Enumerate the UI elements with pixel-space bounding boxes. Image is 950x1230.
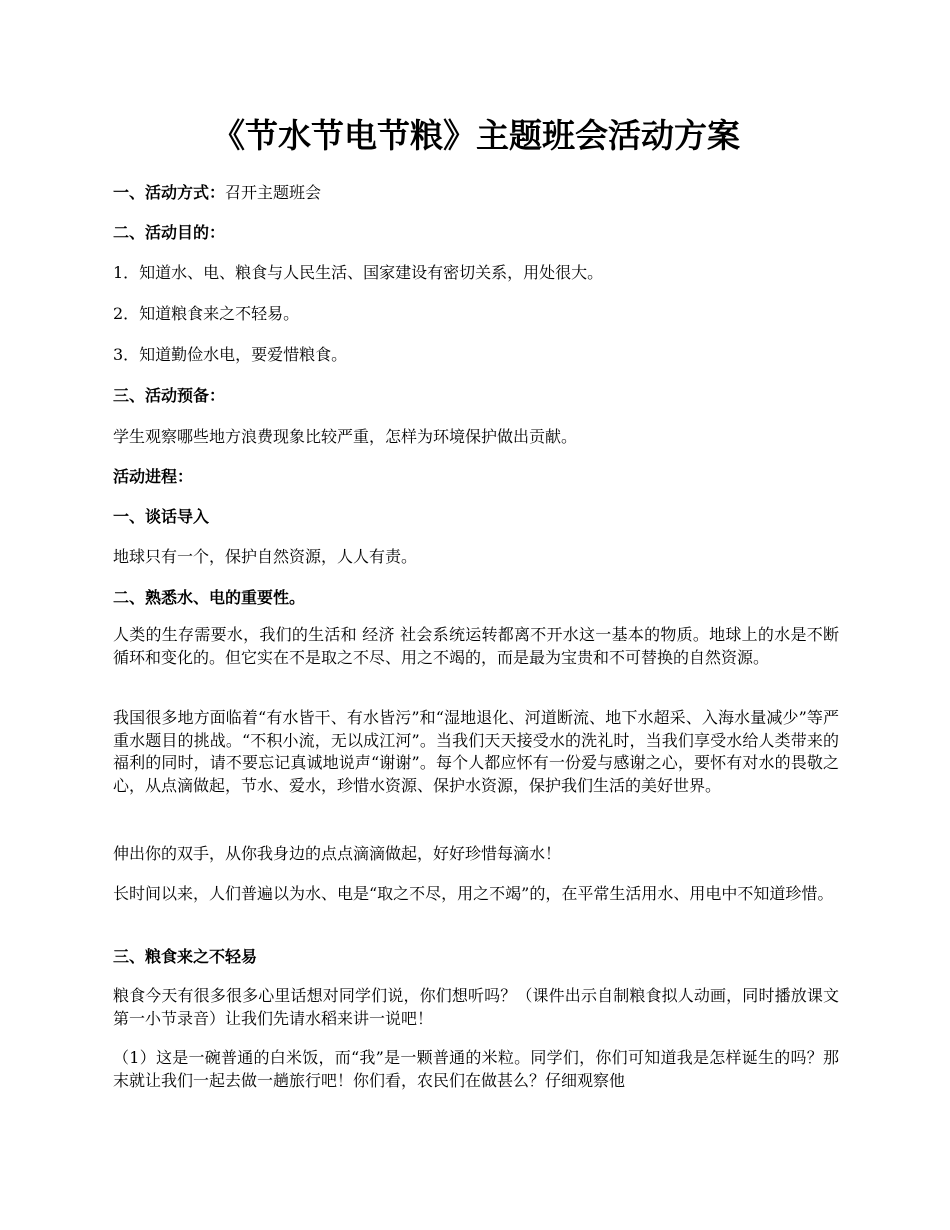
part1-heading: 一、谈话导入 — [113, 507, 210, 526]
purpose-item-2: 2．知道粮食来之不轻易。 — [113, 304, 300, 323]
activity-method-label: 一、活动方式： — [113, 183, 226, 202]
part3-paragraph-1: 粮食今天有很多很多心里话想对同学们说，你们想听吗？（课件出示自制粮食拟人动画，同时播放课文第一小节录音）让我们先请水稻来讲一说吧！ — [113, 986, 839, 1028]
part2-heading: 二、熟悉水、电的重要性。 — [113, 588, 306, 607]
part1-text: 地球只有一个，保护自然资源，人人有责。 — [113, 547, 418, 566]
activity-process-heading: 活动进程： — [113, 467, 194, 486]
activity-prep-heading: 三、活动预备： — [113, 386, 226, 405]
activity-method-value: 召开主题班会 — [225, 183, 322, 202]
part3-paragraph-2: （1）这是一碗普通的白米饭，而“我”是一颗普通的米粒。同学们，你们可知道我是怎样诞生的吗？那末就让我们一起去做一趟旅行吧！你们看，农民们在做甚么？仔细观察他 — [113, 1048, 839, 1090]
part2-paragraph-2: 我国很多地方面临着“有水皆干、有水皆污”和“湿地退化、河道断流、地下水超采、入海水量减少”等严重水题目的挑战。“不积小流，无以成江河”。当我们天天接受水的洗礼时，当我们享受水给人类带来的福利的同时，请不要忘记真诚地说声“谢谢”。每个人都应怀有一份爱与感谢之心，要怀有对水的畏敬之心，从点滴做起，节水、爱水，珍惜水资源、保护水资源，保护我们生活的美好世界。 — [113, 708, 839, 795]
activity-prep-text: 学生观察哪些地方浪费现象比较严重，怎样为环境保护做出贡献。 — [113, 427, 578, 446]
purpose-item-1: 1．知道水、电、粮食与人民生活、国家建设有密切关系，用处很大。 — [113, 263, 604, 282]
page-title: 《节水节电节粮》主题班会活动方案 — [212, 116, 740, 155]
part2-paragraph-3: 伸出你的双手，从你我身边的点点滴滴做起，好好珍惜每滴水！ — [113, 844, 562, 863]
activity-purpose-heading: 二、活动目的： — [113, 223, 226, 242]
part3-heading: 三、粮食来之不轻易 — [113, 947, 258, 966]
purpose-item-3: 3．知道勤俭水电，要爱惜粮食。 — [113, 345, 348, 364]
part2-paragraph-1: 人类的生存需要水，我们的生活和 经济 社会系统运转都离不开水这一基本的物质。地球上的水是不断循环和变化的。但它实在不是取之不尽、用之不竭的，而是最为宝贵和不可替换的自然资源。 — [113, 625, 839, 667]
part2-paragraph-4: 长时间以来，人们普遍以为水、电是“取之不尽，用之不竭”的，在平常生活用水、用电中不知道珍惜。 — [113, 884, 834, 903]
activity-method-line — [113, 182, 839, 204]
